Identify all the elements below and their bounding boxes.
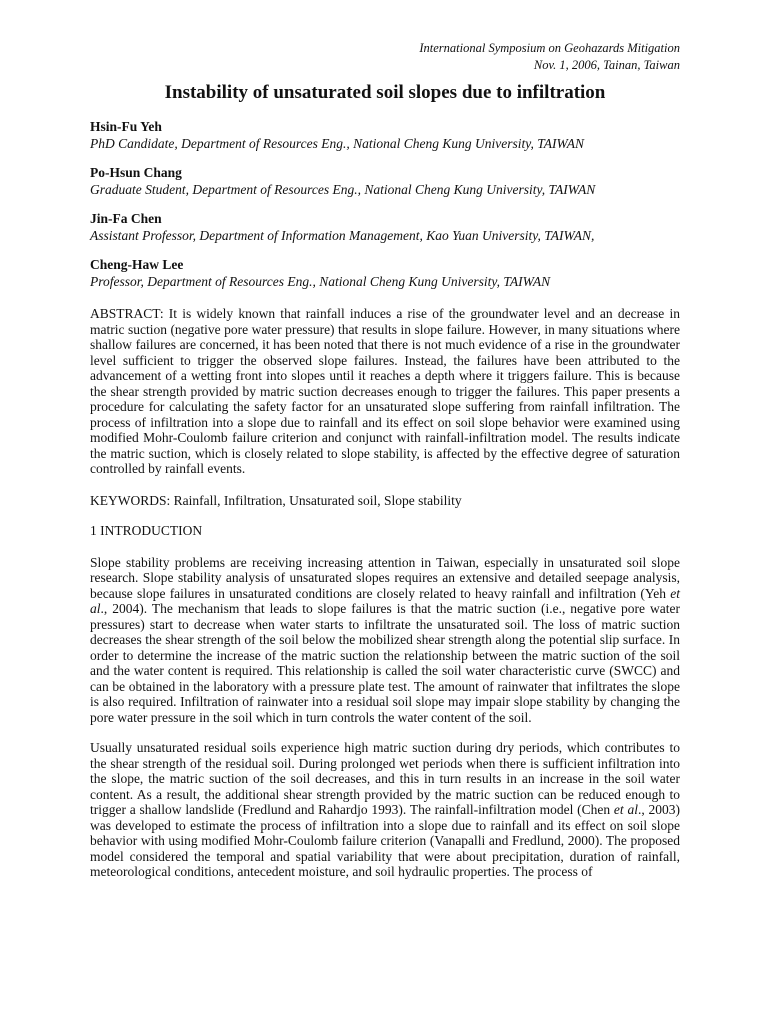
- author-affiliation: PhD Candidate, Department of Resources Eng., National Cheng Kung University, TAIWAN: [90, 136, 585, 151]
- author-name: Cheng-Haw Lee: [90, 257, 184, 272]
- author-name: Po-Hsun Chang: [90, 165, 182, 180]
- conference-header: [90, 40, 680, 74]
- paragraph-text: ., 2004). The mechanism that leads to slope failures is that the matric suction (i.e., negative pore water pressures) start to decrease when water starts to infiltrate the unsaturated soil. The loss of matric suction decreases the shear strength of the soil below the mobilized shear strength along the potential slip surface. In order to determine the increase of the matric suction the relationship between the matric suction of the soil and the water content is required. This relationship is called the soil water characteristic curve (SWCC) and can be obtained in the laboratory with a pressure plate test. The amount of rainwater that infiltrates the slope is also required. Infiltration of rainwater into a residual soil slope may impair slope stability by changing the pore water pressure in the soil which in turn controls the water content of the soil.: [90, 601, 680, 725]
- abstract: ABSTRACT: It is widely known that rainfall induces a rise of the groundwater level and an decrease in matric suction (negative pore water pressure) that results in slope failure. However, in many situations where shallow failures are concerned, it has been noted that there is not much evidence of a rise in the groundwater level sufficient to trigger the observed slope failures. Instead, the failures have been attributed to the advancement of a wetting front into slopes until it reaches a depth where it triggers failure. This is because the shear strength provided by matric suction decreases enough to trigger the failures. This paper presents a procedure for calculating the safety factor for an unsaturated slope suffering from rainfall infiltration. The process of infiltration into a slope due to rainfall and its effect on soil slope behavior were examined using modified Mohr-Coulomb failure criterion and conjunct with rainfall-infiltration model. The results indicate the matric suction, which is closely related to slope stability, is affected by the effective degree of saturation controlled by rainfall events.: [90, 306, 680, 476]
- author-affiliation: Graduate Student, Department of Resources Eng., National Cheng Kung University, TAIWAN: [90, 182, 596, 197]
- conference-name: International Symposium on Geohazards Mitigation: [419, 41, 680, 55]
- author-affiliation: Assistant Professor, Department of Information Management, Kao Yuan University, TAIWAN,: [90, 228, 595, 243]
- section-heading: 1 INTRODUCTION: [90, 522, 203, 538]
- intro-paragraph: [90, 555, 680, 726]
- author-affiliation: Professor, Department of Resources Eng., National Cheng Kung University, TAIWAN: [90, 274, 551, 289]
- author-block: [90, 256, 680, 290]
- paragraph-text: Slope stability problems are receiving increasing attention in Taiwan, especially in unsaturated soil slope research. Slope stability analysis of unsaturated slopes requires an extensive and detailed seepage analysis, because slope failures in unsaturated conditions are closely related to heavy rainfall and infiltration (Yeh: [90, 554, 680, 601]
- citation-et-al: et al: [613, 802, 638, 817]
- author-name: Hsin-Fu Yeh: [90, 119, 162, 134]
- paper-title: Instability of unsaturated soil slopes due to infiltration: [164, 82, 606, 103]
- author-block: [90, 210, 680, 244]
- paragraph-text: ., 2003) was developed to estimate the process of infiltration into a slope due to rainfall and its effect on soil slope behavior with using modified Mohr-Coulomb failure criterion (Vanapalli and Fredlund, 2000). The proposed model considered the temporal and spatial variability that were about precipitation, duration of rainfall, meteorological conditions, antecedent moisture, and soil hydraulic properties. The process of: [90, 802, 680, 879]
- paper-page: [90, 40, 680, 880]
- author-block: [90, 118, 680, 152]
- author-name: Jin-Fa Chen: [90, 211, 162, 226]
- citation-et-al: et al: [90, 585, 680, 616]
- conference-date: Nov. 1, 2006, Tainan, Taiwan: [533, 58, 680, 72]
- intro-paragraph: [90, 740, 680, 880]
- keywords: KEYWORDS: Rainfall, Infiltration, Unsaturated soil, Slope stability: [90, 492, 462, 508]
- author-block: [90, 164, 680, 198]
- paragraph-text: Usually unsaturated residual soils experience high matric suction during dry periods, which contributes to the shear strength of the residual soil. During prolonged wet periods when there is sufficient infiltration into the slope, the matric suction of the soil decreases, and this in turn results in an increase in the soil water content. As a result, the additional shear strength provided by the matric suction can be reduced enough to trigger a shallow landslide (Fredlund and Rahardjo 1993). The rainfall-infiltration model (Chen: [90, 740, 680, 817]
